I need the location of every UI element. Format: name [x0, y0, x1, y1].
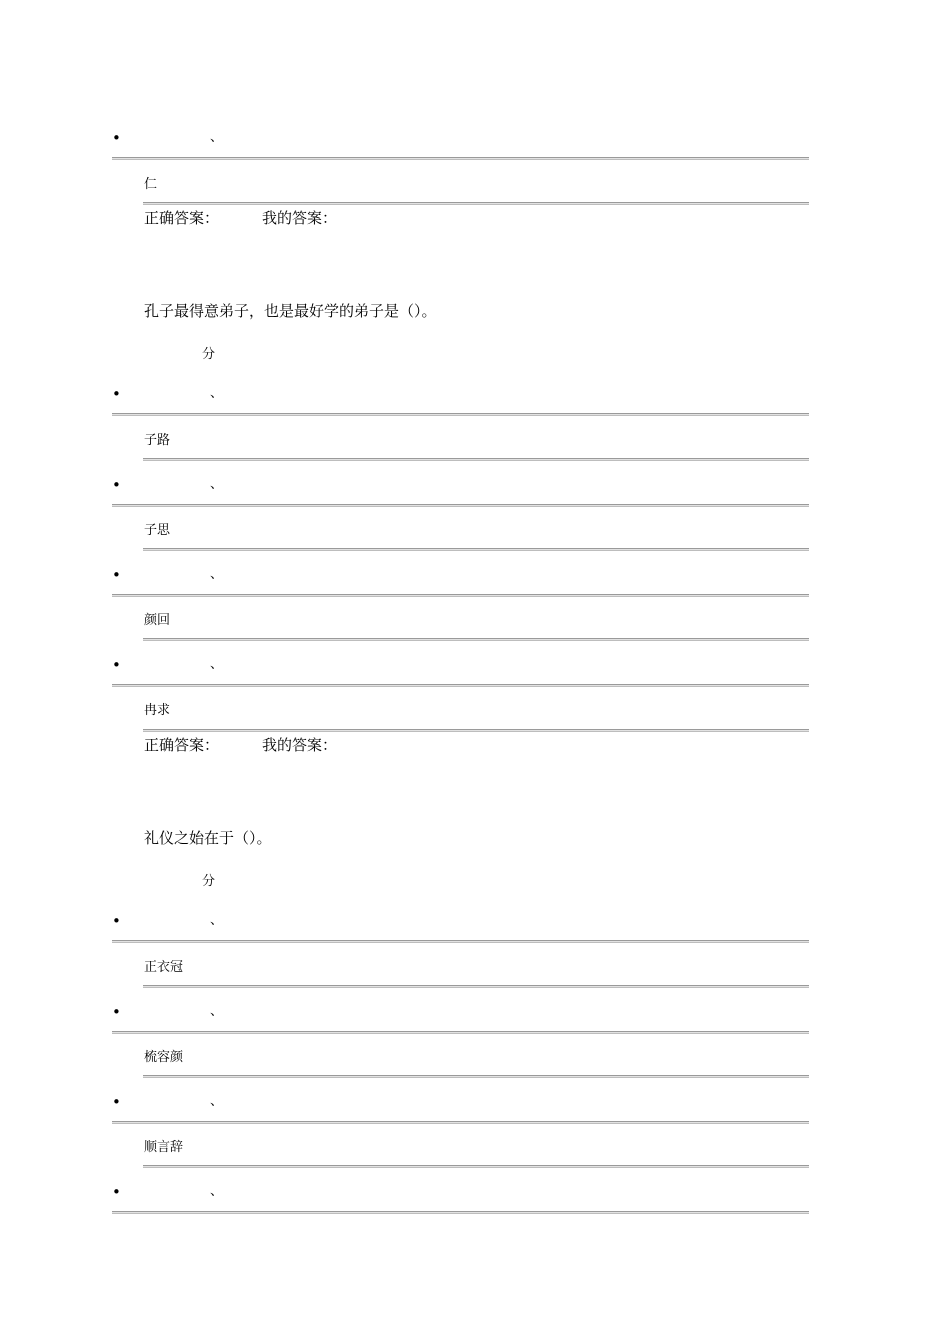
score-label: 分	[202, 347, 216, 362]
option-label[interactable]: 仁	[144, 177, 158, 192]
option-label[interactable]: 颜回	[144, 613, 171, 628]
divider	[112, 157, 809, 160]
option-mark: 、	[210, 657, 224, 672]
bullet-marker: •	[112, 385, 121, 403]
divider	[112, 594, 809, 597]
bullet-marker: •	[112, 476, 121, 494]
question-text: 礼仪之始在于（）。	[144, 829, 272, 847]
bullet-marker: •	[112, 1093, 121, 1111]
divider	[112, 1211, 809, 1214]
option-mark: 、	[210, 567, 224, 582]
option-mark: 、	[210, 1184, 224, 1199]
divider	[143, 1075, 809, 1078]
option-mark: 、	[210, 130, 224, 145]
divider	[112, 1031, 809, 1034]
option-mark: 、	[210, 1004, 224, 1019]
divider	[112, 413, 809, 416]
bullet-marker: •	[112, 1003, 121, 1021]
correct-answer-label: 正确答案：	[144, 209, 220, 227]
option-label[interactable]: 正衣冠	[144, 960, 184, 975]
divider	[143, 638, 809, 641]
option-label[interactable]: 子路	[144, 433, 171, 448]
divider	[112, 940, 809, 943]
my-answer-label: 我的答案：	[262, 209, 338, 227]
option-mark: 、	[210, 477, 224, 492]
divider	[143, 1165, 809, 1168]
divider	[143, 548, 809, 551]
option-label[interactable]: 顺言辞	[144, 1140, 184, 1155]
divider	[112, 1121, 809, 1124]
option-label[interactable]: 子思	[144, 523, 171, 538]
option-label[interactable]: 梳容颜	[144, 1050, 184, 1065]
bullet-marker: •	[112, 1183, 121, 1201]
bullet-marker: •	[112, 912, 121, 930]
my-answer-label: 我的答案：	[262, 736, 338, 754]
option-mark: 、	[210, 1094, 224, 1109]
bullet-marker: •	[112, 566, 121, 584]
divider	[143, 458, 809, 461]
option-mark: 、	[210, 386, 224, 401]
bullet-marker: •	[112, 656, 121, 674]
divider	[112, 684, 809, 687]
question-text: 孔子最得意弟子，也是最好学的弟子是（）。	[144, 302, 437, 320]
option-mark: 、	[210, 913, 224, 928]
divider	[143, 729, 809, 732]
option-label[interactable]: 冉求	[144, 703, 171, 718]
divider	[143, 985, 809, 988]
correct-answer-label: 正确答案：	[144, 736, 220, 754]
divider	[112, 504, 809, 507]
divider	[143, 202, 809, 205]
score-label: 分	[202, 874, 216, 889]
bullet-marker: •	[112, 129, 121, 147]
